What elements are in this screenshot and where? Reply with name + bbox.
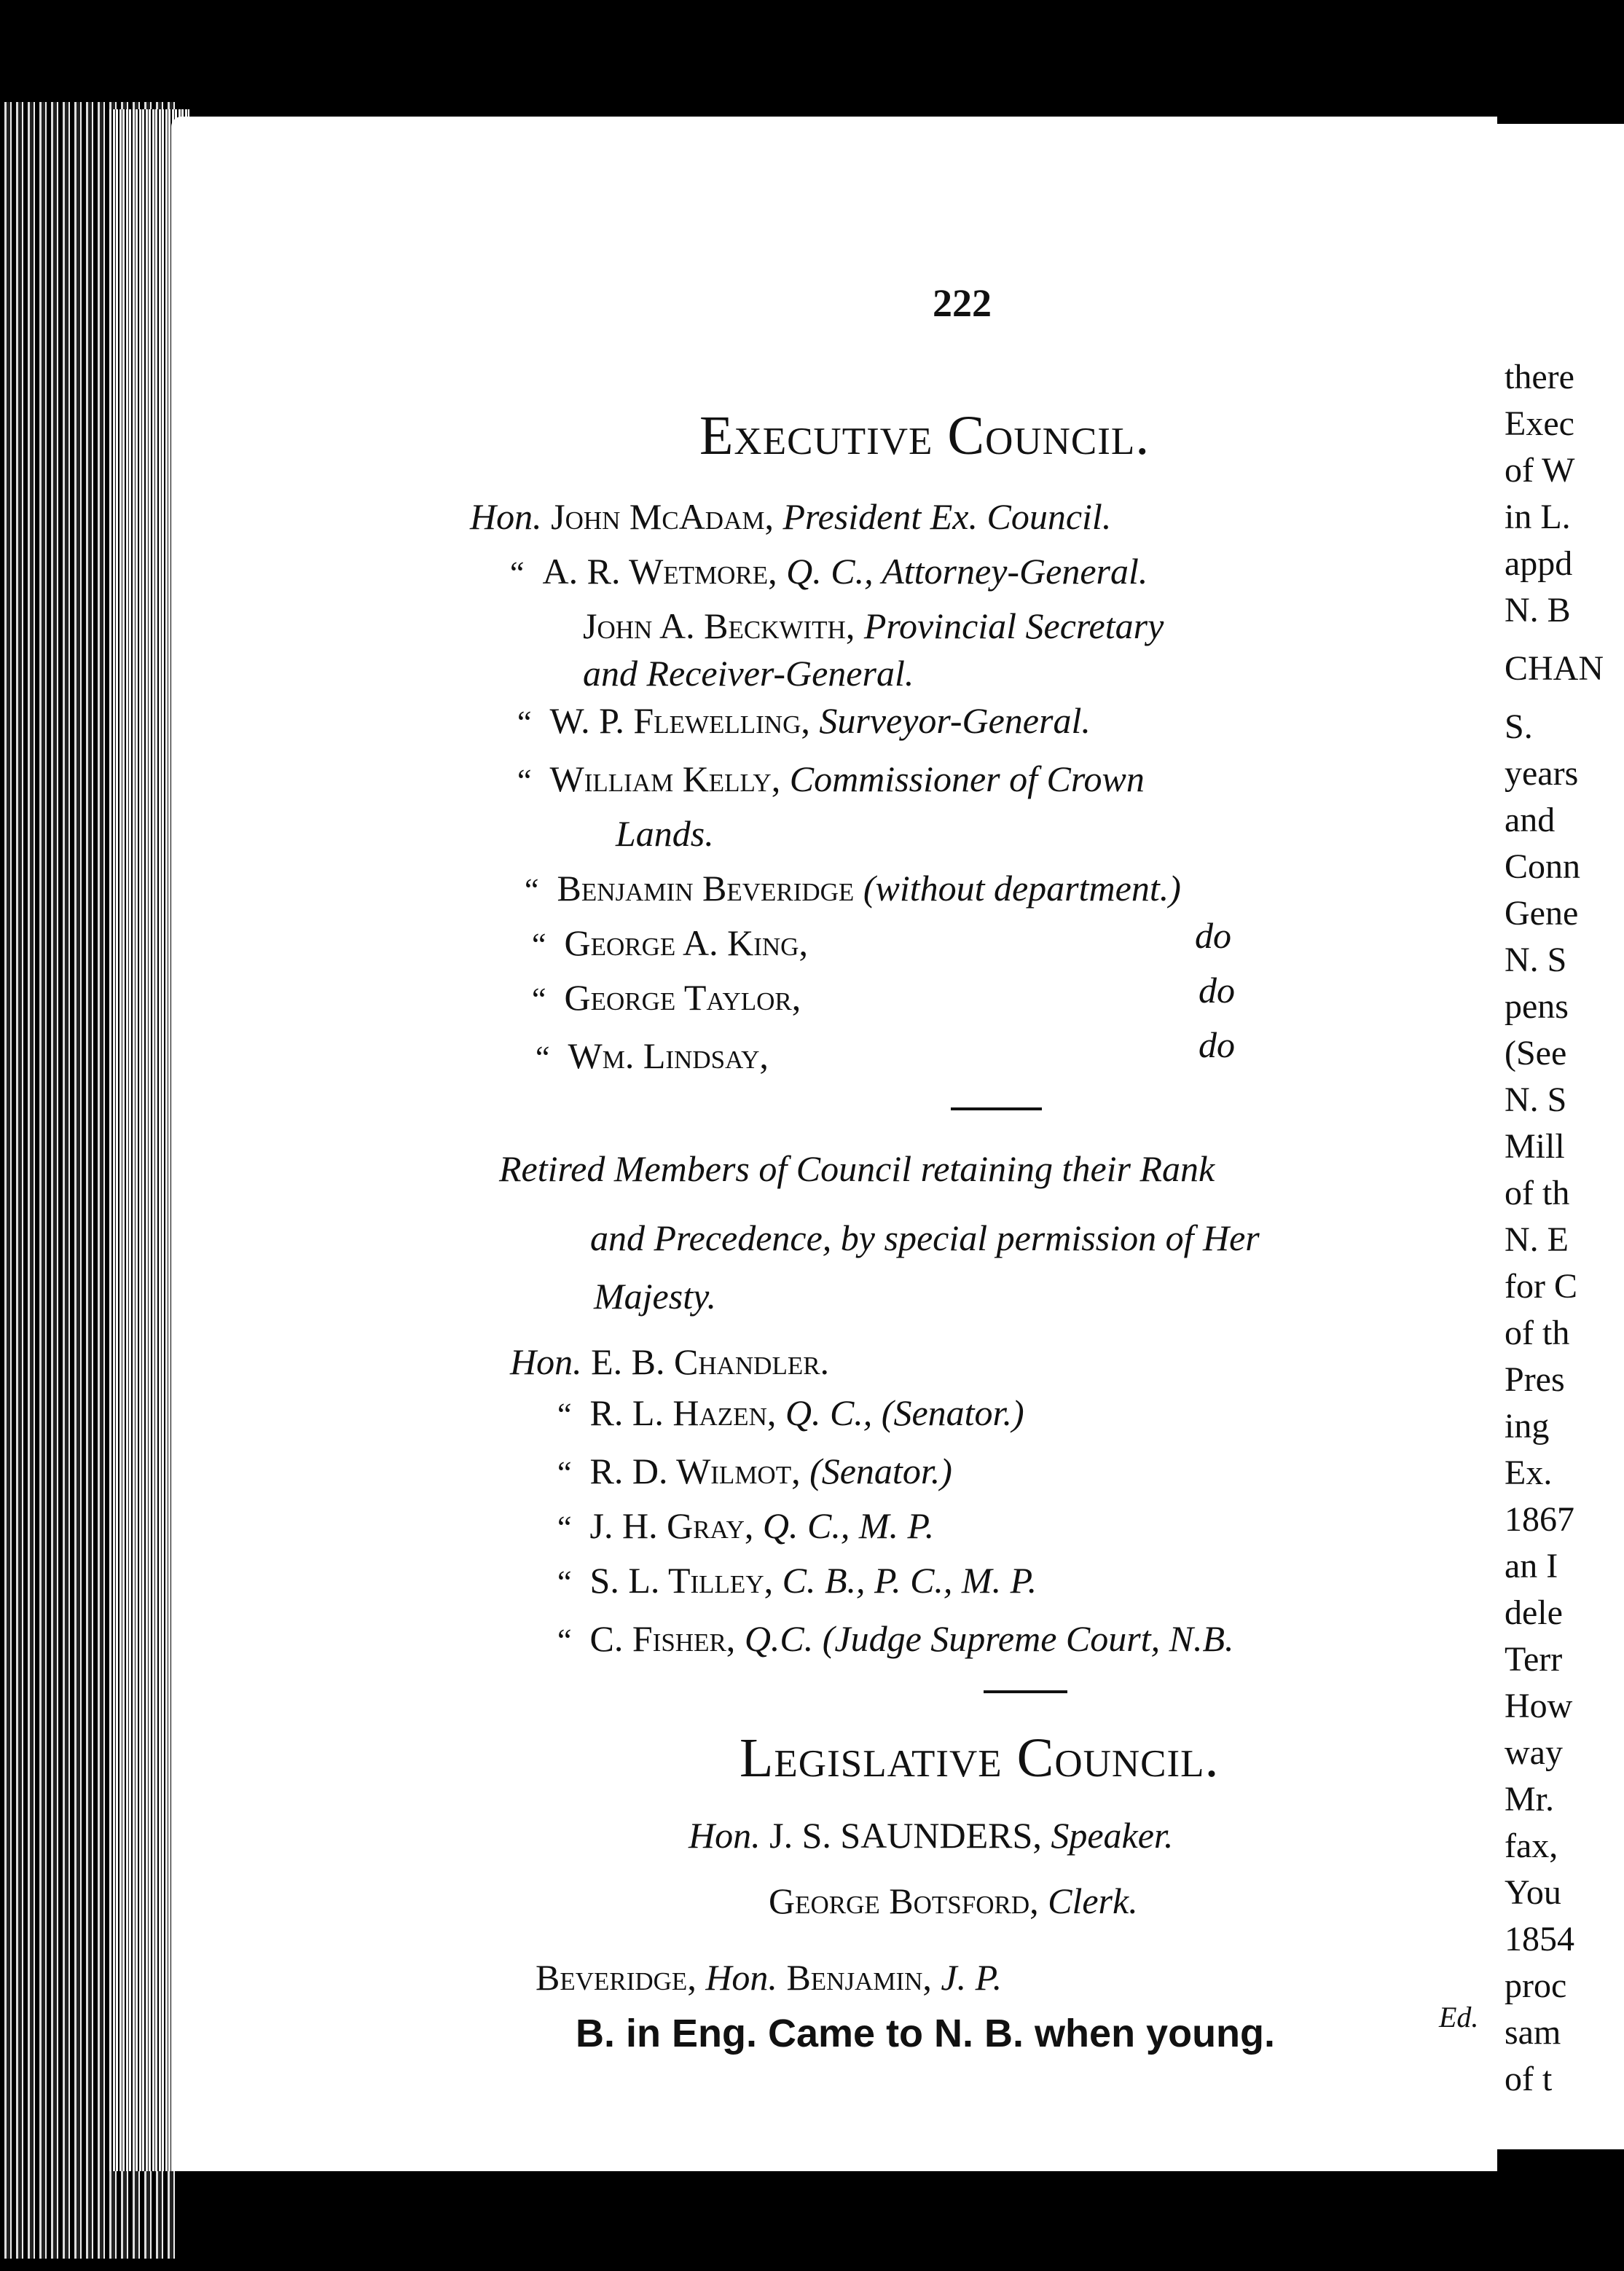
facing-page-line: Conn (1505, 847, 1581, 886)
exec-entry-2 (510, 550, 1148, 592)
exec-entry-9-do: do (1199, 1024, 1235, 1065)
retired-heading-line-1: Retired Members of Council retaining their Rank (499, 1148, 1215, 1189)
member-name: A. R. Wetmore, (542, 551, 777, 592)
facing-page-line: Mr. (1505, 1780, 1555, 1819)
exec-entry-3 (583, 605, 1164, 647)
facing-page-line: for C (1505, 1267, 1577, 1306)
member-role: Surveyor-General. (819, 700, 1091, 741)
exec-entry-9 (536, 1035, 769, 1077)
facing-page-line: N. S (1505, 1080, 1567, 1119)
retired-entry-6 (557, 1617, 1234, 1660)
section-divider (951, 1107, 1042, 1110)
given-name: Benjamin, (786, 1957, 932, 1998)
suffix: J. P. (941, 1957, 1003, 1998)
facing-page-line: ing (1505, 1407, 1550, 1446)
exec-entry-7-do: do (1195, 915, 1231, 956)
ditto-mark: “ (510, 555, 525, 591)
member-name: W. P. Flewelling, (549, 700, 810, 741)
facing-page-line: You (1505, 1873, 1561, 1912)
retired-entry-4 (557, 1505, 934, 1547)
facing-page-line: 1854 (1505, 1920, 1574, 1958)
facing-page-line: CHAN (1505, 649, 1604, 688)
member-name: E. B. Chandler. (591, 1341, 830, 1382)
member-role: C. B., P. C., M. P. (782, 1560, 1037, 1601)
speaker-name: J. S. SAUNDERS, (769, 1815, 1042, 1856)
facing-page-line: (See (1505, 1034, 1567, 1072)
ditto-mark: “ (557, 1564, 572, 1600)
section-divider (984, 1690, 1067, 1693)
facing-page-line: Exec (1505, 404, 1574, 443)
member-role: Commissioner of Crown (789, 758, 1145, 799)
member-role: Q. C., (Senator.) (785, 1392, 1024, 1433)
speaker-line (689, 1814, 1173, 1856)
member-role: Q. C., M. P. (762, 1505, 935, 1546)
exec-entry-8-do: do (1199, 970, 1235, 1011)
facing-page-line: of th (1505, 1314, 1570, 1352)
member-role: President Ex. Council. (782, 496, 1112, 537)
member-name: George A. King, (564, 922, 808, 963)
facing-page-line: 1867 (1505, 1500, 1574, 1539)
retired-entry-3 (557, 1450, 952, 1492)
facing-page-line: dele (1505, 1593, 1563, 1632)
title: Hon. (705, 1957, 777, 1998)
member-name: C. Fisher, (589, 1618, 736, 1659)
prefix: Hon. (510, 1341, 582, 1382)
ditto-mark: “ (557, 1510, 572, 1545)
ditto-mark: “ (557, 1397, 572, 1432)
ditto-mark: “ (525, 872, 539, 908)
ditto-mark: “ (532, 981, 546, 1017)
facing-page-line: of W (1505, 451, 1575, 490)
member-role: Q. C., Attorney-General. (786, 551, 1148, 592)
facing-page-line: and (1505, 801, 1556, 839)
facing-page-line: appd (1505, 544, 1573, 583)
member-name: J. H. Gray, (589, 1505, 754, 1546)
retired-heading-line-3: Majesty. (594, 1276, 717, 1317)
retired-heading-line-2: and Precedence, by special permission of Her (590, 1217, 1260, 1258)
facing-page-line: S. (1505, 707, 1533, 746)
ditto-mark: “ (557, 1455, 572, 1491)
exec-entry-5 (517, 758, 1145, 800)
member-name: R. D. Wilmot, (589, 1451, 801, 1491)
page-number: 222 (933, 281, 992, 325)
facing-page-line: Gene (1505, 894, 1579, 933)
facing-page-line: N. B (1505, 591, 1571, 629)
facing-page-line: N. E (1505, 1220, 1569, 1259)
exec-entry-5-cont: Lands. (616, 813, 714, 854)
bio-heading (536, 1956, 1002, 1999)
retired-entry-1 (510, 1341, 829, 1383)
facing-page-line: sam (1505, 2013, 1561, 2052)
member-name: R. L. Hazen, (589, 1392, 777, 1433)
executive-council-title: Executive Council. (699, 405, 1150, 466)
facing-page-line: way (1505, 1733, 1563, 1772)
ditto-mark: “ (517, 763, 532, 799)
retired-entry-5 (557, 1559, 1037, 1601)
prefix: Hon. (470, 496, 542, 537)
facing-page-line: an I (1505, 1547, 1558, 1585)
clerk-line (769, 1880, 1138, 1922)
facing-page-line: of th (1505, 1174, 1570, 1212)
facing-page-line: Terr (1505, 1640, 1563, 1679)
ditto-mark: “ (532, 927, 546, 962)
exec-entry-1 (470, 495, 1111, 538)
bio-text: B. in Eng. Came to N. B. when young. (576, 2012, 1276, 2055)
member-name: George Taylor, (564, 977, 801, 1018)
bio-text-end: Ed. (1439, 2001, 1479, 2033)
facing-page-line: fax, (1505, 1827, 1558, 1865)
facing-page-line: How (1505, 1687, 1573, 1725)
ditto-mark: “ (517, 705, 532, 740)
member-role: (without department.) (863, 868, 1181, 909)
prefix: Hon. (689, 1815, 761, 1856)
clerk-role: Clerk. (1048, 1880, 1138, 1921)
exec-entry-4 (517, 699, 1091, 742)
exec-entry-6 (525, 867, 1181, 909)
facing-page-line: pens (1505, 987, 1569, 1026)
member-name: Wm. Lindsay, (568, 1035, 769, 1076)
ditto-mark: “ (557, 1623, 572, 1658)
facing-page-line: proc (1505, 1966, 1567, 2005)
member-role: (Senator.) (809, 1451, 952, 1491)
speaker-role: Speaker. (1051, 1815, 1174, 1856)
exec-entry-8 (532, 976, 801, 1019)
facing-page-line: of t (1505, 2060, 1553, 2098)
facing-page-line: N. S (1505, 941, 1567, 979)
legislative-council-title: Legislative Council. (740, 1727, 1220, 1789)
facing-page-line: Ex. (1505, 1454, 1553, 1492)
clerk-name: George Botsford, (769, 1880, 1039, 1921)
member-name: Benjamin Beveridge (557, 868, 855, 909)
member-name: S. L. Tilley, (589, 1560, 774, 1601)
retired-entry-2 (557, 1392, 1024, 1434)
facing-page-line: there (1505, 358, 1574, 396)
facing-page-line: years (1505, 754, 1579, 793)
member-role: Q.C. (Judge Supreme Court, N.B. (744, 1618, 1234, 1659)
exec-entry-3-cont: and Receiver-General. (583, 653, 914, 694)
facing-page-line: Mill (1505, 1127, 1565, 1166)
member-name: John McAdam, (551, 496, 774, 537)
member-role: Provincial Secretary (863, 605, 1164, 646)
member-name: John A. Beckwith, (583, 605, 855, 646)
ditto-mark: “ (536, 1040, 550, 1075)
facing-page-line: Pres (1505, 1360, 1565, 1399)
exec-entry-7 (532, 922, 808, 964)
surname: Beveridge, (536, 1957, 697, 1998)
member-name: William Kelly, (549, 758, 781, 799)
facing-page-line: in L. (1505, 498, 1571, 536)
